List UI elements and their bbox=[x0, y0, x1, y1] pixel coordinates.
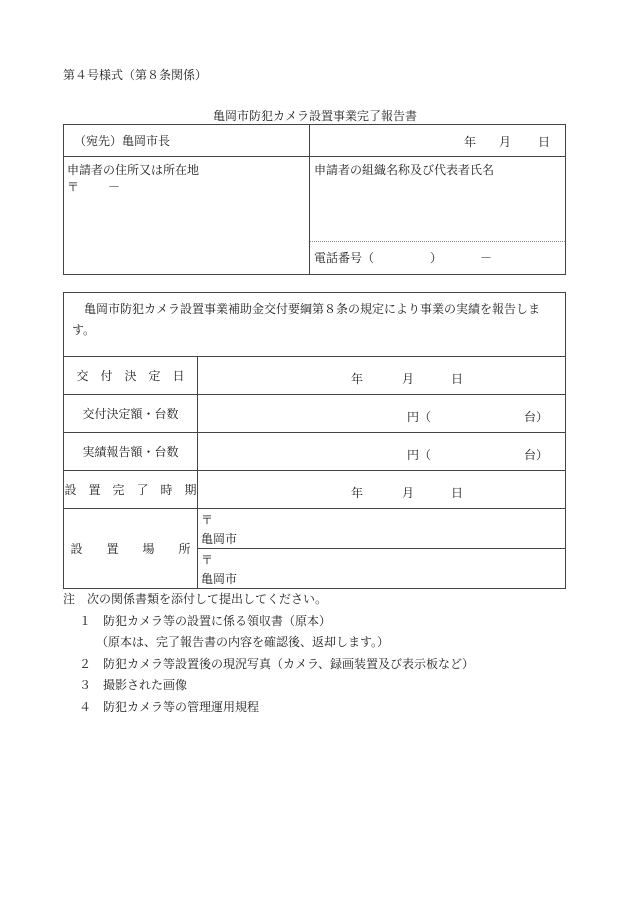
report-intro: 亀岡市防犯カメラ設置事業補助金交付要綱第８条の規定により事業の実績を報告します。 bbox=[72, 302, 541, 337]
applicant-org-cell[interactable] bbox=[310, 157, 566, 275]
location-city: 亀岡市 bbox=[201, 572, 238, 586]
completion-year-label: 年 bbox=[351, 486, 364, 500]
report-date-cell[interactable] bbox=[310, 125, 566, 157]
postal-dash: － bbox=[108, 180, 121, 194]
actual-yen-label: 円（ bbox=[407, 448, 432, 462]
phone-divider bbox=[310, 241, 565, 242]
document-title: 亀岡市防犯カメラ設置事業完了報告書 bbox=[212, 109, 417, 123]
date-year-label: 年 bbox=[464, 135, 477, 149]
notes-item-3: ３ 撮影された画像 bbox=[79, 678, 188, 692]
applicant-address-label: 申請者の住所又は所在地 bbox=[67, 163, 200, 177]
decision-year-label: 年 bbox=[351, 372, 364, 386]
notes-item-4: ４ 防犯カメラ等の管理運用規程 bbox=[79, 699, 260, 714]
location-label: 設 置 場 所 bbox=[64, 509, 198, 589]
location-field-1[interactable] bbox=[198, 509, 566, 549]
decision-day-label: 日 bbox=[451, 372, 464, 386]
decision-amount-field[interactable] bbox=[198, 395, 566, 433]
notes-item-2: ２ 防犯カメラ等設置後の現況写真（カメラ、録画装置及び表示板など） bbox=[79, 656, 475, 671]
completion-month-label: 月 bbox=[402, 486, 415, 500]
notes-heading: 注 次の関係書類を添付して提出してください。 bbox=[63, 592, 328, 606]
decision-amount-label: 交付決定額・台数 bbox=[64, 395, 198, 433]
completion-day-label: 日 bbox=[451, 486, 464, 500]
decision-date-field[interactable] bbox=[198, 357, 566, 395]
phone-label: 電話番号（ bbox=[314, 251, 375, 265]
phone-dash: － bbox=[480, 251, 493, 265]
addressee: （宛先）亀岡市長 bbox=[74, 134, 171, 148]
decision-month-label: 月 bbox=[402, 372, 415, 386]
actual-units-label: 台） bbox=[524, 448, 549, 462]
attachment-notes bbox=[63, 589, 474, 718]
completion-label: 設 置 完 了 時 期 bbox=[64, 471, 198, 509]
applicant-org-label: 申請者の組織名称及び代表者氏名 bbox=[314, 163, 495, 177]
location-city: 亀岡市 bbox=[201, 532, 238, 546]
phone-paren-close: ） bbox=[430, 251, 443, 265]
decision-yen-label: 円（ bbox=[407, 410, 432, 424]
location-field-2[interactable] bbox=[198, 549, 566, 589]
applicant-address-cell[interactable] bbox=[64, 157, 310, 275]
report-table bbox=[63, 292, 566, 589]
notes-item-1-sub: （原本は、完了報告書の内容を確認後、返却します。） bbox=[96, 635, 390, 649]
postal-mark: 〒 bbox=[67, 180, 80, 194]
completion-field[interactable] bbox=[198, 471, 566, 509]
actual-amount-label: 実績報告額・台数 bbox=[64, 433, 198, 471]
form-number: 第４号様式（第８条関係） bbox=[63, 68, 208, 82]
date-month-label: 月 bbox=[499, 135, 512, 149]
actual-amount-field[interactable] bbox=[198, 433, 566, 471]
notes-item-1: １ 防犯カメラ等の設置に係る領収書（原本） bbox=[79, 613, 332, 628]
decision-units-label: 台） bbox=[524, 410, 549, 424]
location-postal-mark: 〒 bbox=[201, 513, 214, 527]
date-day-label: 日 bbox=[538, 135, 551, 149]
decision-date-label: 交 付 決 定 日 bbox=[64, 357, 198, 395]
addressee-cell bbox=[64, 125, 310, 157]
report-intro-cell bbox=[64, 293, 566, 357]
location-postal-mark: 〒 bbox=[201, 553, 214, 567]
applicant-table bbox=[63, 124, 566, 275]
